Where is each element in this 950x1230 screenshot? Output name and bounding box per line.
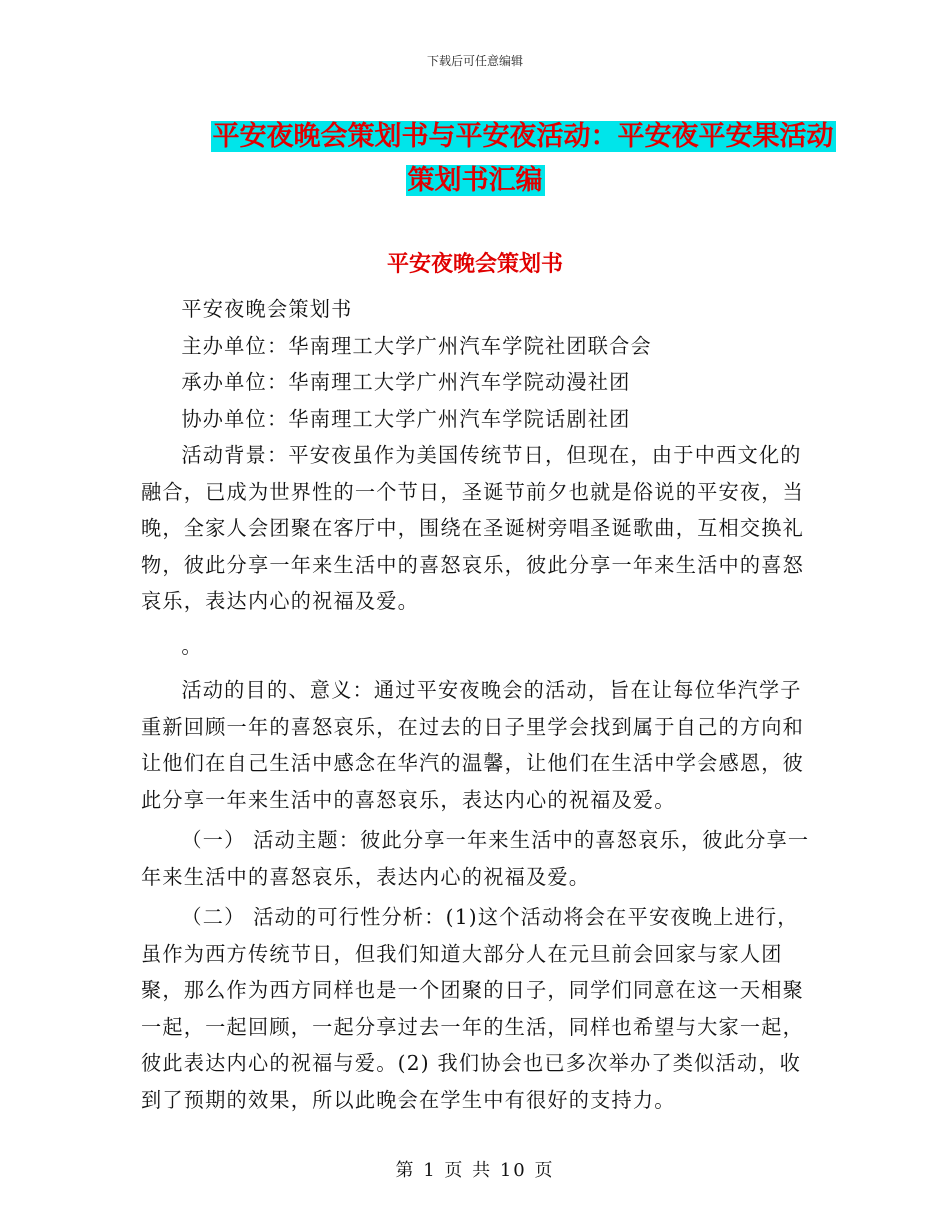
header-note: 下载后可任意编辑	[426, 54, 523, 68]
document-title-line-1	[48, 114, 950, 153]
paragraph: 。	[181, 633, 203, 658]
paragraph: 平安夜晚会策划书	[181, 297, 353, 321]
paragraph: 承办单位：华南理工大学广州汽车学院动漫社团	[181, 370, 631, 394]
page-number: 第 1 页 共 10 页	[395, 1160, 555, 1181]
title-highlight-2: 策划书汇编	[407, 165, 543, 196]
paragraph: （一） 活动主题：彼此分享一年来生活中的喜怒哀乐，彼此分享一年来生活中的喜怒哀乐，表达内心的祝福及爱。	[141, 828, 810, 889]
title-highlight-1: 平安夜晚会策划书与平安夜活动：平安夜平安果活动	[212, 121, 834, 152]
paragraph: 活动的目的、意义：通过平安夜晚会的活动，旨在让每位华汽学子重新回顾一年的喜怒哀乐，在过去的日子里学会找到属于自己的方向和让他们在自己生活中感念在华汽的温馨，让他们在生活中学会感恩，彼此分享一年来生活中的喜怒哀乐，表达内心的祝福及爱。	[141, 678, 805, 812]
paragraph: 主办单位：华南理工大学广州汽车学院社团联合会	[181, 333, 652, 358]
paragraph: 活动背景：平安夜虽作为美国传统节日，但现在，由于中西文化的融合，已成为世界性的一个节日，圣诞节前夕也就是俗说的平安夜，当晚，全家人会团聚在客厅中，围绕在圣诞树旁唱圣诞歌曲，互相交换礼物，彼此分享一年来生活中的喜怒哀乐，彼此分享一年来生活中的喜怒哀乐，表达内心的祝福及爱。	[141, 443, 805, 613]
document-body	[141, 291, 811, 1118]
document-title-line-2	[0, 158, 950, 197]
section-title: 平安夜晚会策划书	[386, 252, 563, 277]
paragraph: （二） 活动的可行性分析：(1)这个活动将会在平安夜晚上进行，虽作为西方传统节日，但我们知道大部分人在元旦前会回家与家人团聚，那么作为西方同样也是一个团聚的日子，同学们同意在这一天相聚一起，一起回顾，一起分享过去一年的生活，同样也希望与大家一起，彼此表达内心的祝福与爱。(2) 我们协会也已多次举办了类似活动，收到了预期的效果，所以此晚会在学生中有很好的支持力。	[141, 905, 805, 1112]
paragraph: 协办单位：华南理工大学广州汽车学院话剧社团	[181, 406, 631, 431]
